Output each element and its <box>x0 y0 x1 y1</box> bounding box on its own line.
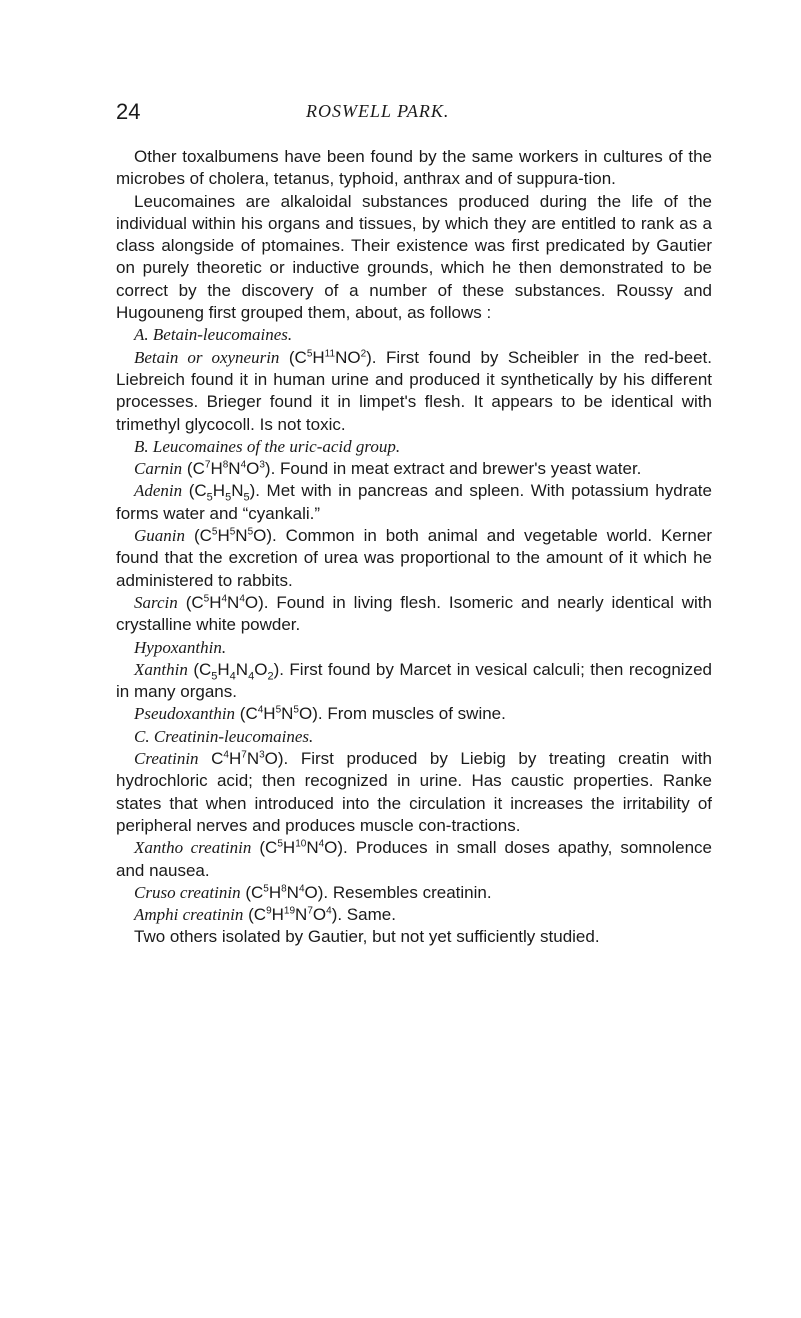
chemical-formula: $(C^7H^8N^4O^3)$. <box>186 459 276 479</box>
entry-creatinin <box>116 748 712 837</box>
entry-description: First produced by Liebig by treating creatin with hydrochloric acid; then recognized in urine. Has caustic properties. Ranke states that when introduced into the circulation it increases the irritability of peripheral nerves and produces muscle con-tractions. <box>116 749 712 835</box>
entry-name: Cruso creatinin <box>134 882 241 902</box>
chemical-formula: $(C^5H^5N^5O)$. <box>193 526 277 546</box>
entry-description: First found by Marcet in vesical calculi; then recognized in many organs. <box>116 659 712 702</box>
entry-name: Sarcin <box>134 592 178 612</box>
chemical-formula: $(C^5H^{10}N^4O)$. <box>259 838 348 858</box>
entry-description: Found in meat extract and brewer's yeast water. <box>275 459 642 479</box>
entry-amphi-creatinin <box>116 904 712 926</box>
entry-name: Amphi creatinin <box>134 905 244 925</box>
entry-name: Creatinin <box>134 749 199 769</box>
entry-xantho-creatinin <box>116 837 712 882</box>
entry-xanthin <box>116 659 712 704</box>
entry-name: Pseudoxanthin <box>134 704 236 724</box>
chemical-formula: $(C_5H_4N_4O_2)$. <box>193 659 284 683</box>
entry-name: Carnin <box>134 459 183 479</box>
entry-description: Met with in pancreas and spleen. With potassium hydrate forms water and “cyankali.” <box>116 481 712 523</box>
entry-name: Xantho creatinin <box>134 838 252 858</box>
entry-name: Betain or oxyneurin <box>134 347 280 367</box>
entry-name: Guanin <box>134 526 185 546</box>
paragraph-closing: Two others isolated by Gautier, but not yet sufficiently studied. <box>134 927 600 947</box>
entry-description: Produces in small doses apathy, somnolence and nausea. <box>116 838 712 880</box>
entry-pseudoxanthin <box>116 703 712 725</box>
page-header <box>116 99 716 129</box>
paragraph-toxalbumens: Other toxalbumens have been found by the same workers in cultures of the microbes of cholera, tetanus, typhoid, anthrax and of suppura-tion. <box>116 147 712 189</box>
chemical-formula: $(C^4H^5N^5O)$. <box>239 704 323 724</box>
entry-description: Resembles creatinin. <box>328 882 492 902</box>
entry-cruso-creatinin <box>116 882 712 904</box>
entry-carnin <box>116 458 712 480</box>
entry-betain <box>116 347 712 436</box>
section-heading-b: B. Leucomaines of the uric-acid group. <box>134 436 401 456</box>
chemical-formula: $(C_5H_5N_5)$. <box>188 481 260 504</box>
chemical-formula: $(C^5H^{11}NO^2)$. <box>288 347 377 367</box>
entry-description: Same. <box>342 905 396 925</box>
running-head: ROSWELL PARK. <box>306 101 450 121</box>
entry-name: Adenin <box>134 481 183 501</box>
entry-name: Xanthin <box>134 659 188 679</box>
chemical-formula: $(C^5H^8N^4O)$. <box>245 882 329 902</box>
entry-guanin <box>116 525 712 592</box>
entry-description: From muscles of swine. <box>322 704 506 724</box>
paragraph-leucomaines: Leucomaines are alkaloidal substances produced during the life of the individual within his organs and tissues, by which they are entitled to rank as a class alongside of ptomaines. Their existence was first predicated by Gautier on purely theoretic or inductive grounds, which he then demonstrated to be correct by the discovery of a number of these substances. Roussy and Hugouneng first grouped them, about, as follows : <box>116 191 712 323</box>
entry-adenin <box>116 480 712 525</box>
entry-description: Common in both animal and vegetable world. Kerner found that the excretion of urea was proportional to the amount of it which he administered to rabbits. <box>116 526 712 590</box>
body-text <box>116 146 712 949</box>
chemical-formula: $(C^5H^4N^4O)$. <box>185 592 269 612</box>
entry-name: Hypoxanthin. <box>134 637 227 657</box>
section-heading-c: C. Creatinin-leucomaines. <box>134 726 314 746</box>
entry-description: Found in living flesh. Isomeric and nearly identical with crystalline white powder. <box>116 592 712 635</box>
chemical-formula: $(C^9H^{19}N^7O^4)$. <box>248 905 343 925</box>
entry-sarcin <box>116 592 712 637</box>
section-heading-a: A. Betain-leucomaines. <box>134 325 293 345</box>
entry-description: First found by Scheibler in the red-beet. Liebreich found it in human urine and produced it synthetically by his different processes. Brieger found it in limpet's flesh. It appears to be identical with trimethyl glycocoll. Is not toxic. <box>116 347 712 434</box>
page-number: 24 <box>116 99 141 124</box>
entry-hypoxanthin <box>116 637 712 659</box>
chemical-formula: $C^4H^7N^3O$). <box>211 749 289 769</box>
